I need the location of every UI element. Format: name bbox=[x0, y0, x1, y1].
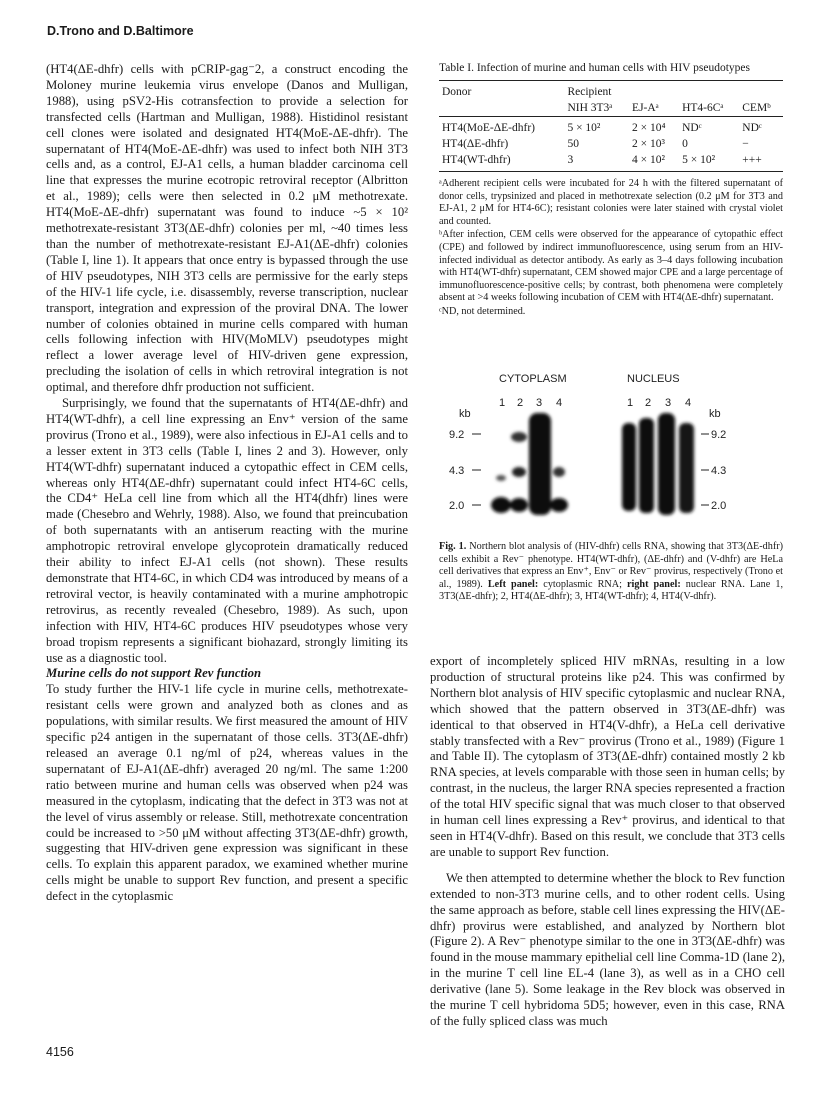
panel-title-cytoplasm: CYTOPLASM bbox=[499, 373, 567, 385]
table-footnote-b: ᵇAfter infection, CEM cells were observed for the appearance of cytopathic effect (CPE) and followed by indirect immunofluorescence, using serum from an HIV-infected individual as detector antibody. As early as 3–4 days following incubation with HT4(WT-dhfr) supernatant, CEM showed major CPE and a large percentage of immunofluorescence-positive cells; by contrast, both phenomena were completely absent at >4 weeks following incubation of CEM with HT4(ΔE-dhfr) supernatant. bbox=[439, 229, 784, 304]
section-heading: Murine cells do not support Rev function bbox=[46, 666, 262, 681]
blot-image bbox=[439, 368, 783, 530]
table-row bbox=[439, 117, 783, 137]
table-row bbox=[439, 136, 783, 152]
kb-label-left: kb bbox=[459, 408, 471, 420]
col-header: CEMᵇ bbox=[739, 100, 783, 117]
running-head: D.Trono and D.Baltimore bbox=[47, 24, 194, 38]
donor-header: Donor bbox=[442, 86, 472, 98]
size-marker: 9.2 bbox=[449, 429, 465, 441]
table-cell: 5 × 10² bbox=[679, 152, 739, 172]
size-marker: 4.3 bbox=[449, 465, 465, 477]
caption-text: Northern blot analysis of (HIV-dhfr) cells RNA, showing that 3T3(ΔE-dhfr) cells exhibit a Rev⁻ phenotype. HT4(WT-dhfr), (ΔE-dhfr) and (V-dhfr) are HeLa cell derivatives that express an Env⁺, Env⁻ or Rev⁻ provirus, respectively (Trono et al., 1989). bbox=[439, 541, 783, 590]
table-cell: HT4(ΔE-dhfr) bbox=[442, 138, 509, 150]
caption-left-text: cytoplasmic RNA; bbox=[543, 578, 622, 590]
table-cell: − bbox=[742, 138, 749, 150]
table-1 bbox=[439, 62, 783, 320]
lane-number: 1 bbox=[627, 397, 634, 409]
col-header: HT4-6Cᵃ bbox=[679, 100, 739, 117]
table-cell: 2 × 10⁴ bbox=[632, 122, 666, 134]
table-cell: HT4(MoE-ΔE-dhfr) bbox=[442, 122, 535, 134]
caption-right-text: nuclear RNA. Lane 1, 3T3(ΔE-dhfr); 2, HT4(ΔE-dhfr); 3, HT4(WT-dhfr); 4, HT4(V-dhfr). bbox=[439, 578, 783, 603]
left-paragraph-3: To study further the HIV-1 life cycle in murine cells, methotrexate-resistant cells were grown and analyzed both as clones and as populations, with similar results. We first measured the amount of HIV specific p24 antigen in the supernatant of those cells. 3T3(ΔE-dhfr) released an average 0.1 ng/ml of p24, whereas values in the supernatant of EJ-A1(ΔE-dhfr) averaged 20 ng/ml. The same 1:200 ratio between murine and human cells was observed when p24 was measured in the cytoplasm, indicating that the defect in 3T3 was not at the level of virus assembly or release. Still, methotrexate concentration could be increased to >50 μM without affecting 3T3(ΔE-dhfr) growth, suggesting that HIV-driven gene expression was significant in these cells. To explain this apparent paradox, we examined whether murine cells might be unable to support Rev function, and present a specific defect in the cytoplasmic bbox=[46, 682, 408, 904]
lane-number: 4 bbox=[556, 397, 563, 409]
table-cell: 0 bbox=[682, 138, 688, 150]
table-row bbox=[439, 152, 783, 172]
left-column bbox=[46, 62, 408, 905]
caption-left-panel: Left panel: bbox=[487, 578, 539, 590]
table-cell: NDᶜ bbox=[742, 122, 762, 134]
right-column bbox=[430, 654, 785, 1030]
table-cell: HT4(WT-dhfr) bbox=[439, 152, 564, 172]
table-footnote-a: ᵃAdherent recipient cells were incubated for 24 h with the filtered supernatant of donor cells, trypsinized and placed in methotrexate selection (0.2 μM for 3T3 and EJ-A1, 2 μM for HT4-6C); resistant colonies were later stained with crystal violet and counted. bbox=[439, 178, 783, 227]
right-paragraph-2: We then attempted to determine whether the block to Rev function extended to non-3T3 murine cells, and to other rodent cells. Using the same approach as before, stable cell lines expressing the HIV(ΔE-dhfr) provirus were established, and analyzed by Northern blot (Figure 2). A Rev⁻ phenotype similar to the one in 3T3(ΔE-dhfr) was found in the mouse mammary epithelial cell line Comma-1D (lane 2), in the murine T cell line EL-4 (lane 3), as well as in a CHO cell derivative (lane 5). Some leakage in the Rev block was observed in the murine T cell hybridoma 5D5; however, even in this case, RNA of the fully spliced class was much bbox=[430, 870, 785, 1028]
right-paragraph-1: export of incompletely spliced HIV mRNAs, resulting in a low production of structural proteins like p24. This was confirmed by Northern blot analysis of HIV specific cytoplasmic and nuclear RNA, which showed that the pattern observed in 3T3(ΔE-dhfr) was identical to that observed in HT4(V-dhfr), a HeLa cell derivative stably transfected with a Rev⁻ provirus (Trono et al., 1989) (Figure 1 and Table II). The cytoplasm of 3T3(ΔE-dhfr) contained mostly 2 kb RNA species, at levels comparable with those seen in human cells; by contrast, in the nucleus, the larger RNA species represented a fraction of the total HIV specific signal that was much closer to that observed in human cell lines expressing a Rev⁺ provirus, and identical to that seen in HT4(V-dhfr). Based on this result, we conclude that 3T3 cells are unable to support Rev function. bbox=[430, 654, 785, 859]
kb-label-right: kb bbox=[709, 408, 721, 420]
table-cell: NDᶜ bbox=[682, 122, 702, 134]
size-marker: 4.3 bbox=[711, 465, 727, 477]
lane-number: 3 bbox=[536, 397, 543, 409]
table-title: Table I. Infection of murine and human cells with HIV pseudotypes bbox=[439, 62, 783, 81]
table-cell: 5 × 10² bbox=[567, 122, 601, 134]
lane-number: 2 bbox=[645, 397, 652, 409]
nucleus-blot-bands bbox=[622, 413, 694, 515]
lane-number: 2 bbox=[517, 397, 524, 409]
blank-header bbox=[439, 100, 564, 117]
page-number: 4156 bbox=[46, 1045, 74, 1059]
caption-label: Fig. 1. bbox=[439, 541, 467, 552]
table-footnote-c: ᶜND, not determined. bbox=[439, 305, 526, 317]
col-header: EJ-Aᵃ bbox=[629, 100, 679, 117]
size-marker: 9.2 bbox=[711, 429, 727, 441]
lane-number: 1 bbox=[499, 397, 506, 409]
size-marker: 2.0 bbox=[711, 500, 727, 512]
table-cell: 3 bbox=[564, 152, 629, 172]
table-footnotes bbox=[439, 178, 783, 319]
lane-number: 4 bbox=[685, 397, 692, 409]
table-grid bbox=[439, 81, 783, 172]
table-cell: 50 bbox=[567, 138, 579, 150]
table-cell: 4 × 10² bbox=[629, 152, 679, 172]
left-paragraph-2: Surprisingly, we found that the supernatants of HT4(ΔE-dhfr) and HT4(WT-dhfr), a cell line expressing an Env⁺ version of the same provirus (Trono et al., 1989), were also infectious in EJ-A1 cells and to a lesser extent in 3T3 cells (Table I, lines 2 and 3). However, only HT4(WT-dhfr) supernatant induced a cytopathic effect in CEM cells, whereas only HT4(ΔE-dhfr) supernatant could infect HT4-6C cells, the CD4⁺ HeLa cell line from which all the HT4(dhfr) lines were made (Chesebro and Wehrly, 1988). Also, we found that preincubation of both supernatants with an antiserum reacting with the murine amphotropic retroviral envelope glycoprotein dramatically reduced their ability to infect EJ-A1 cells (not shown). These results demonstrate that HT4-6C, in which CD4 was introduced by means of a retroviral vector, is heavily contaminated with a murine amphotropic retrovirus, as recently revealed (Chesebro, 1989). As such, upon infection with HIV, HT4-6C produces HIV pseudotypes whose very broad tropism represents a significant biohazard, strongly limiting its use as a diagnostic tool. bbox=[46, 396, 408, 665]
figure-caption bbox=[439, 541, 783, 604]
size-marker: 2.0 bbox=[449, 500, 465, 512]
col-header: NIH 3T3ᵃ bbox=[564, 100, 629, 117]
table-cell: +++ bbox=[739, 152, 783, 172]
table-cell: 2 × 10³ bbox=[632, 138, 665, 150]
figure-1-northern-blot bbox=[439, 368, 783, 530]
panel-title-nucleus: NUCLEUS bbox=[627, 373, 680, 385]
cytoplasm-blot-bands bbox=[491, 413, 568, 515]
recipient-header: Recipient bbox=[567, 86, 612, 98]
lane-number: 3 bbox=[665, 397, 672, 409]
left-paragraph-1: (HT4(ΔE-dhfr) cells with pCRIP-gag⁻2, a construct encoding the Moloney murine leukemia virus envelope (Danos and Mulligan, 1988), using pSV2-His cotransfection to provide a selection for transfected cells (Hartman and Mulligan, 1988). Histidinol resistant cell clones were isolated and designated HT4(MoE-ΔE-dhfr). The supernatant of HT4(MoE-ΔE-dhfr) was used to infect both NIH 3T3 cells and, as a control, EJ-A1 cells, a human bladder carcinoma cell line that expresses the murine ecotropic retroviral receptor (Albritton et al., 1989); cells were then selected in 0.2 μM methotrexate. HT4(MoE-ΔE-dhfr) supernatant was found to induce ~5 × 10² methotrexate-resistant 3T3(ΔE-dhfr) colonies per ml, ~40 times less than the number of methotrexate-resistant EJ-A1(ΔE-dhfr) colonies (Table I, line 1). It appears that once entry is bypassed through the use of HIV pseudotypes, NIH 3T3 cells are permissive for the early steps of the HIV-1 life cycle, i.e. disassembly, reverse transcription, nuclear transport, integration and expression of the proviral DNA. The lower number of colonies obtained in murine cells compared with human cells following infection with HIV(MoMLV) pseudotypes might reflect a lower average level of HIV-driven gene expression, precluding the isolation of cells in which retroviral integration is not optimal, and therefore dhfr production not sufficient. bbox=[46, 62, 408, 395]
caption-right-panel: right panel: bbox=[626, 578, 681, 590]
